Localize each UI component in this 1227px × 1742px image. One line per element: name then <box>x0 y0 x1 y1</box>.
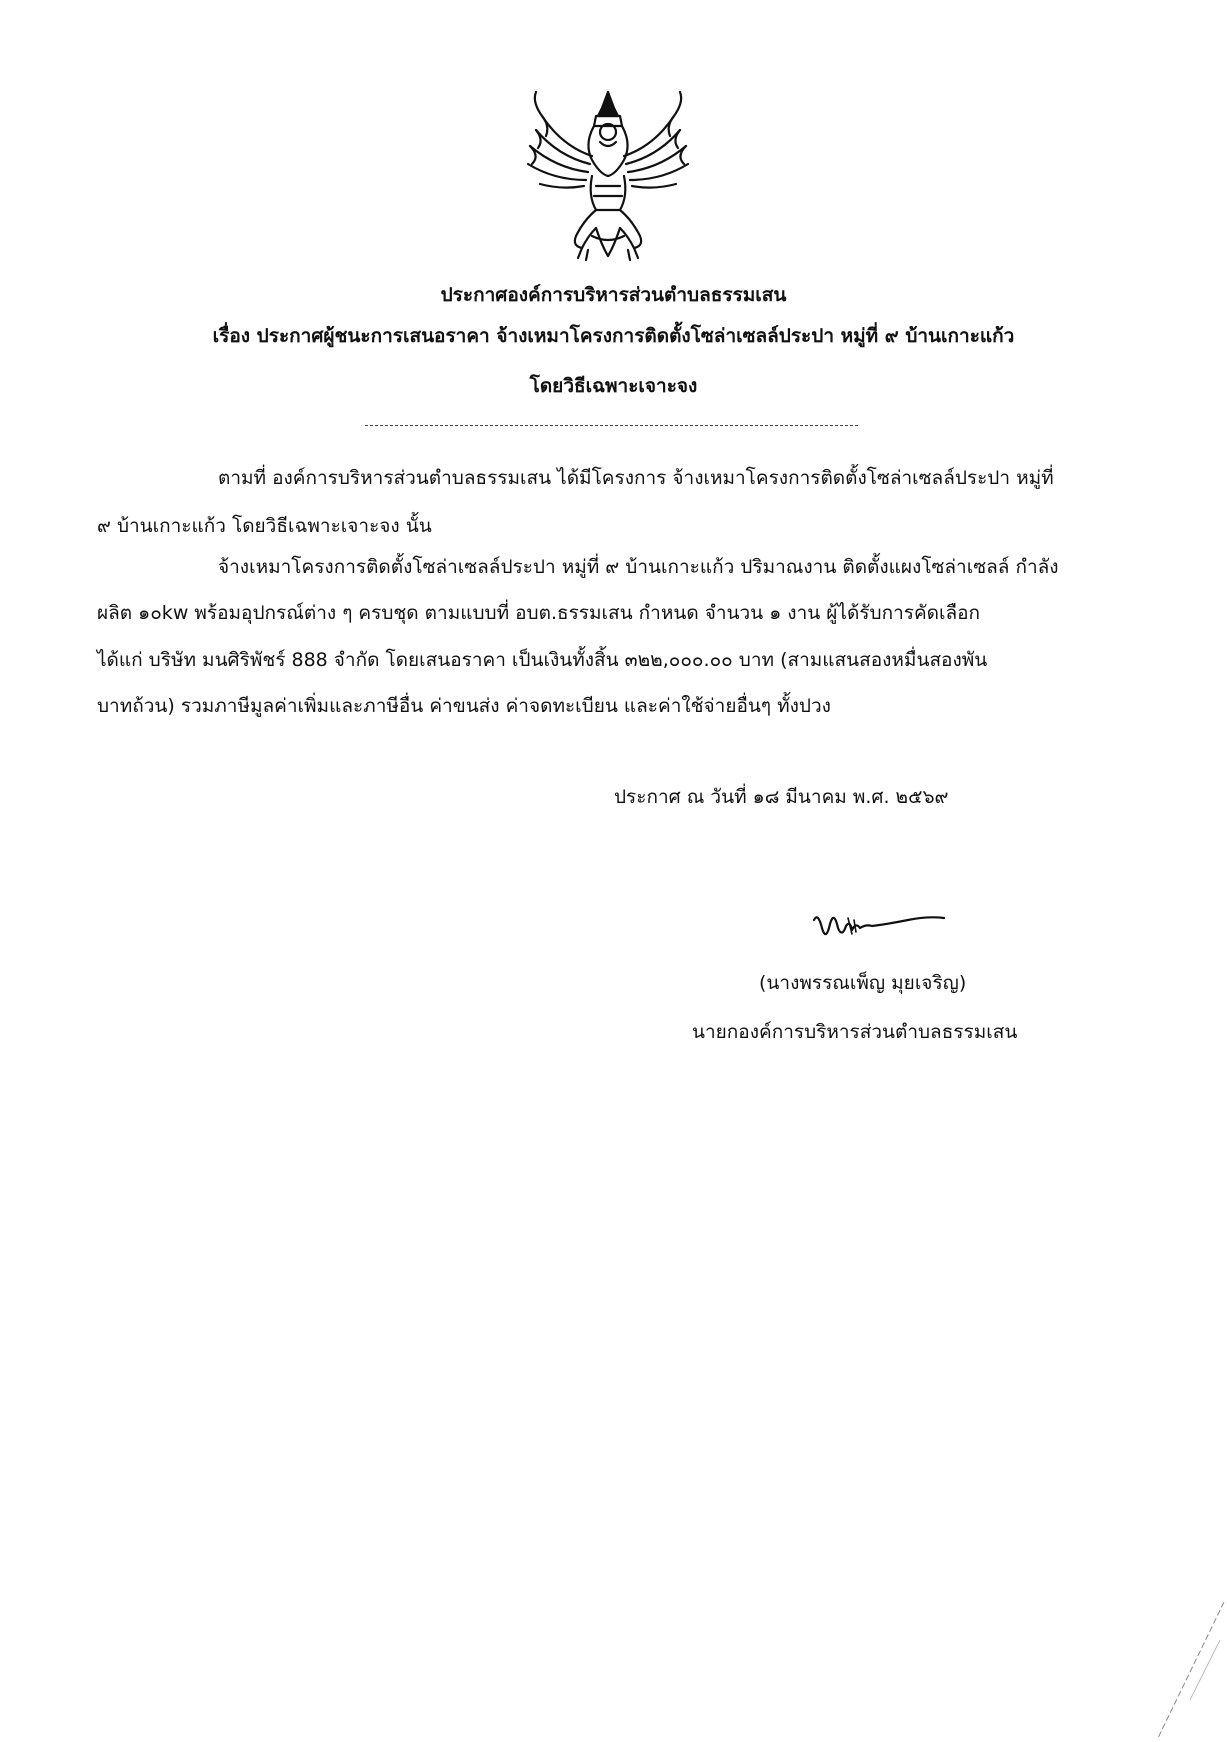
procurement-method: โดยวิธีเฉพาะเจาะจง <box>529 375 698 397</box>
divider-line <box>365 425 858 426</box>
paragraph-1-line-1: ตามที่ องค์การบริหารส่วนตำบลธรรมเสน ได้มีโครงการ จ้างเหมาโครงการติดตั้งโซล่าเซลล์ประปา หมู่ที่ <box>218 467 1054 489</box>
paragraph-2-line-2: ผลิต ๑๐kw พร้อมอุปกรณ์ต่าง ๆ ครบชุด ตามแบบที่ อบต.ธรรมเสน กำหนด จำนวน ๑ งาน ผู้ได้รับการคัดเลือก <box>97 602 981 624</box>
scan-artifact-line <box>1150 1600 1227 1742</box>
announcement-title: ประกาศองค์การบริหารส่วนตำบลธรรมเสน <box>440 284 787 306</box>
paragraph-2-line-3: ได้แก่ บริษัท มนศิริพัชร์ 888 จำกัด โดยเสนอราคา เป็นเงินทั้งสิ้น ๓๒๒,๐๐๐.๐๐ บาท (สามแสนสองหมื่นสองพัน <box>97 649 988 671</box>
garuda-emblem-icon <box>522 86 694 264</box>
announcement-date: ประกาศ ณ วันที่ ๑๘ มีนาคม พ.ศ. ๒๕๖๙ <box>614 786 949 808</box>
paragraph-2-line-4: บาทถ้วน) รวมภาษีมูลค่าเพิ่มและภาษีอื่น ค่าขนส่ง ค่าจดทะเบียน และค่าใช้จ่ายอื่นๆ ทั้งปวง <box>97 695 831 717</box>
signatory-name: (นางพรรณเพ็ญ มุยเจริญ) <box>759 972 967 994</box>
announcement-subject: เรื่อง ประกาศผู้ชนะการเสนอราคา จ้างเหมาโครงการติดตั้งโซล่าเซลล์ประปา หมู่ที่ ๙ บ้านเกาะแก้ว <box>212 325 1015 347</box>
paragraph-2-line-1: จ้างเหมาโครงการติดตั้งโซล่าเซลล์ประปา หมู่ที่ ๙ บ้านเกาะแก้ว ปริมาณงาน ติดตั้งแผงโซล่าเซลล์ กำลัง <box>218 556 1059 578</box>
paragraph-1-line-2: ๙ บ้านเกาะแก้ว โดยวิธีเฉพาะเจาะจง นั้น <box>97 515 432 537</box>
handwritten-signature-icon <box>808 898 948 948</box>
signatory-title: นายกองค์การบริหารส่วนตำบลธรรมเสน <box>692 1021 1018 1043</box>
